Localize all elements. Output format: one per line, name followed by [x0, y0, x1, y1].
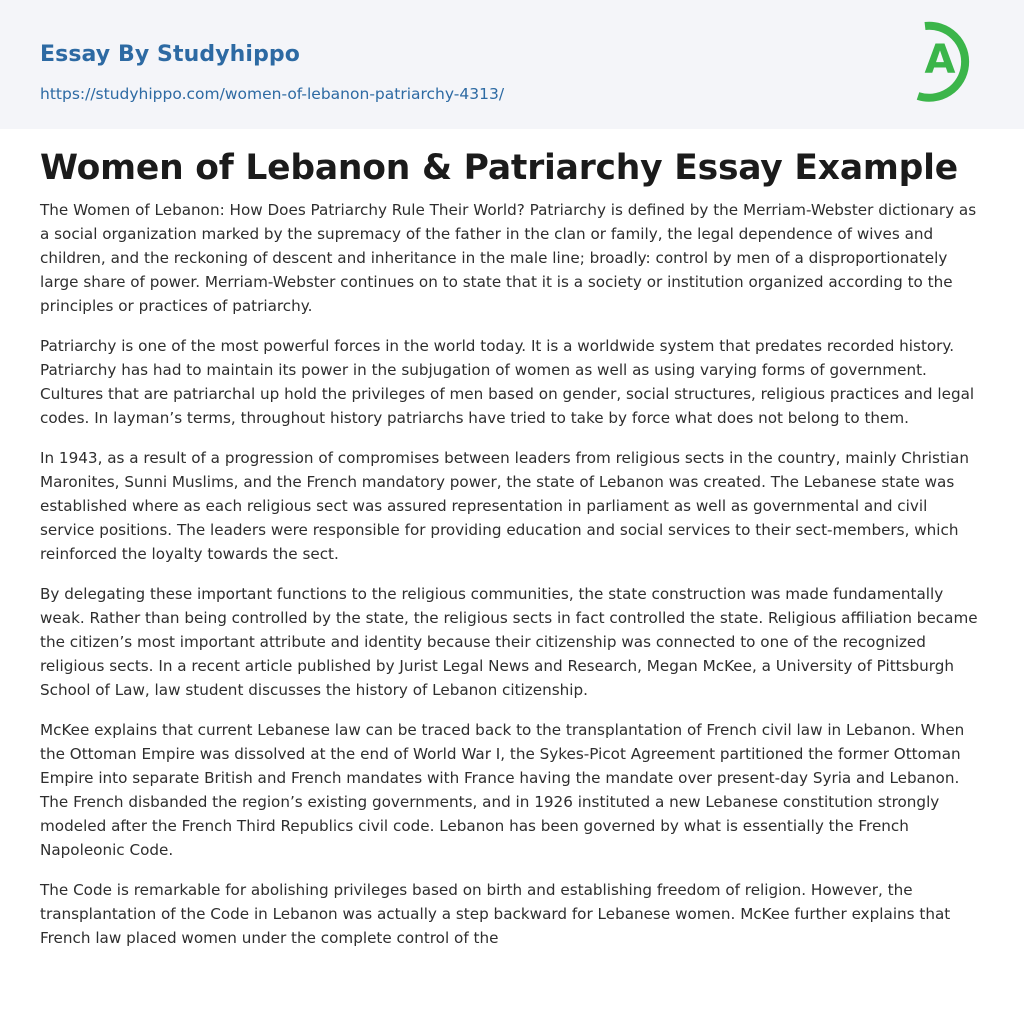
article-paragraph: In 1943, as a result of a progression of compromises between leaders from religious sects in the country, mainly Christian Maronites, Sunni Muslims, and the French mandatory power, the state of Lebanon was created. The Lebanese state was established where as each religious sect was assured representation in parliament as well as governmental and civil service positions. The leaders were responsible for providing education and social services to their sect-members, which reinforced the loyalty towards the sect.	[40, 449, 969, 563]
article-paragraph: Patriarchy is one of the most powerful forces in the world today. It is a worldwide system that predates recorded history. Patriarchy has had to maintain its power in the subjugation of women as well as using varying forms of government. Cultures that are patriarchal up hold the privileges of men based on gender, social structures, religious practices and legal codes. In layman’s terms, throughout history patriarchs have tried to take by force what does not belong to them.	[40, 337, 975, 427]
site-header	[0, 0, 1024, 129]
logo-letter: A	[924, 37, 956, 83]
grade-a-icon	[910, 18, 990, 106]
article-paragraph: The Code is remarkable for abolishing privileges based on birth and establishing freedom of religion. However, the transplantation of the Code in Lebanon was actually a step backward for Lebanese women. McKee further explains that French law placed women under the complete control of the	[40, 881, 951, 947]
brand-title[interactable]: Essay By Studyhippo	[40, 42, 300, 67]
article	[40, 144, 984, 966]
page-title: Women of Lebanon & Patriarchy Essay Example	[40, 148, 958, 188]
article-paragraph: McKee explains that current Lebanese law can be traced back to the transplantation of French civil law in Lebanon. When the Ottoman Empire was dissolved at the end of World War I, the Sykes-Picot Agreement partitioned the former Ottoman Empire into separate British and French mandates with France having the mandate over present-day Syria and Lebanon. The French disbanded the region’s existing governments, and in 1926 instituted a new Lebanese constitution strongly modeled after the French Third Republics civil code. Lebanon has been governed by what is essentially the French Napoleonic Code.	[40, 721, 965, 859]
article-paragraph: By delegating these important functions to the religious communities, the state construction was made fundamentally weak. Rather than being controlled by the state, the religious sects in fact controlled the state. Religious affiliation became the citizen’s most important attribute and identity because their citizenship was connected to one of the recognized religious sects. In a recent article published by Jurist Legal News and Research, Megan McKee, a University of Pittsburgh School of Law, law student discusses the history of Lebanon citizenship.	[40, 585, 978, 699]
article-paragraph: The Women of Lebanon: How Does Patriarchy Rule Their World? Patriarchy is defined by the Merriam-Webster dictionary as a social organization marked by the supremacy of the father in the clan or family, the legal dependence of wives and children, and the reckoning of descent and inheritance in the male line; broadly: control by men of a disproportionately large share of power. Merriam-Webster continues on to state that it is a society or institution organized according to the principles or practices of patriarchy.	[40, 201, 977, 315]
source-url-link[interactable]: https://studyhippo.com/women-of-lebanon-patriarchy-4313/	[40, 85, 505, 103]
